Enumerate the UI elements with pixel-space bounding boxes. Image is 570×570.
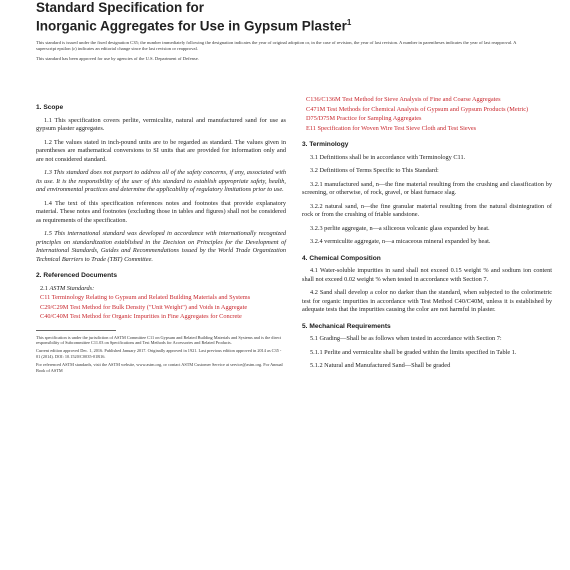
reference-link[interactable]: E11 <box>306 124 316 132</box>
reference-title: Terminology Relating to Gypsum and Related Building Materials and Systems <box>51 294 251 301</box>
section-heading-mechanical-requirements: 5. Mechanical Requirements <box>302 322 391 330</box>
reference-item <box>36 313 286 322</box>
section-heading-referenced-documents: 2. Referenced Documents <box>36 272 117 279</box>
document-title <box>36 0 536 34</box>
mechanical-paragraph: 5.1.2 Natural and Manufactured Sand—Shall be graded <box>310 362 451 369</box>
reference-link[interactable]: D75/D75M <box>306 115 336 122</box>
chemical-paragraph: 4.2 Sand shall develop a color no darker than the standard, when subjected to the colorimetric test for organic impurities in accordance with Test Method C40/C40M, unless it is established by adequate tests that the impurities causing the color are not harmful in plaster. <box>302 289 552 313</box>
reference-title: Test Method for Sieve Analysis of Fine and Coarse Aggregates <box>342 96 501 103</box>
reference-item <box>36 294 286 303</box>
title-footnote-mark: 1 <box>346 18 352 27</box>
reference-item <box>36 304 286 313</box>
reference-link[interactable]: C471M <box>306 105 326 113</box>
scope-paragraph: 1.1 This specification covers perlite, vermiculite, natural and manufactured sand for use as gypsum plaster aggregates. <box>36 116 286 132</box>
footnote: Current edition approved Dec. 1, 2016. Published January 2017. Originally approved in 1921. Last previous edition approved in 2014 as C35 - 01 (2014). DOI: 10.1520/C0035-01R16. <box>36 348 282 359</box>
right-column <box>302 96 552 376</box>
reference-link[interactable]: C29/C29M <box>40 303 69 311</box>
footnote: For referenced ASTM standards, visit the ASTM website, www.astm.org, or contact ASTM Customer Service at service@astm.org. For Annual Book of ASTM <box>36 362 283 373</box>
terminology-paragraph: 3.2.3 perlite aggregate, n—a siliceous volcanic glass expanded by heat. <box>310 224 490 232</box>
terminology-paragraph: 3.2.1 manufactured sand, n—the fine material resulting from the crushing and classification by screening, or otherwise, of rock, gravel, or blast furnace slag. <box>302 180 552 196</box>
reference-link[interactable]: C136/C136M <box>306 96 341 103</box>
scope-paragraph: 1.3 This standard does not purport to address all of the safety concerns, if any, associated with its use. It is the responsibility of the user of this standard to establish appropriate safety, health, and environmental practices and determine the applicability of regulatory limitations prior to use. <box>36 169 286 193</box>
title-line-1: Standard Specification for <box>36 0 205 15</box>
terminology-paragraph: 3.2 Definitions of Terms Specific to This Standard: <box>310 167 439 174</box>
title-text: Inorganic Aggregates for Use in Gypsum Plaster <box>36 18 347 34</box>
title-line-2 <box>36 15 536 34</box>
refdocs-intro-number: 2.1 <box>40 284 48 292</box>
chemical-paragraph: 4.1 Water-soluble impurities in sand shall not exceed 0.15 weight % and sodium ion content shall not exceed 0.02 weight % when tested in accordance with Section 7. <box>302 267 552 283</box>
reference-link[interactable]: C11 <box>40 294 51 301</box>
refdocs-intro <box>36 285 286 294</box>
reference-item <box>302 96 552 105</box>
reference-item <box>302 125 552 134</box>
reference-title: Test Method for Organic Impurities in Fine Aggregates for Concrete <box>69 313 242 320</box>
left-column <box>36 96 286 376</box>
reference-item <box>302 106 552 115</box>
scope-paragraph: 1.2 The values stated in inch-pound units are to be regarded as standard. The values given in parentheses are mathematical conversions to SI units that are provided for information only and are not considered standard. <box>36 138 286 163</box>
terminology-paragraph: 3.2.4 vermiculite aggregate, n—a micaceous mineral expanded by heat. <box>310 238 491 245</box>
preamble <box>36 40 536 67</box>
reference-title: Specification for Woven Wire Test Sieve Cloth and Test Sieves <box>317 124 477 132</box>
footnote-divider <box>36 330 116 331</box>
terminology-paragraph: 3.2.2 natural sand, n—the fine granular material resulting from the natural disintegration of rock or from the crushing of friable sandstone. <box>302 202 552 218</box>
mechanical-paragraph: 5.1 Grading—Shall be as follows when tested in accordance with Section 7: <box>310 335 502 342</box>
mechanical-paragraph: 5.1.1 Perlite and vermiculite shall be graded within the limits specified in Table 1. <box>310 348 517 356</box>
section-heading-chemical-composition: 4. Chemical Composition <box>302 254 381 262</box>
refdocs-intro-text: ASTM Standards: <box>49 284 95 292</box>
section-heading-scope: 1. Scope <box>36 104 64 111</box>
reference-title: Practice for Sampling Aggregates <box>336 115 422 122</box>
preamble-paragraph: This standard has been approved for use by agencies of the U.S. Department of Defense. <box>36 56 199 62</box>
section-heading-terminology: 3. Terminology <box>302 141 349 148</box>
reference-title: Test Method for Bulk Density ("Unit Weight") and Voids in Aggregate <box>69 303 248 311</box>
scope-paragraph: 1.5 This international standard was developed in accordance with internationally recognized principles on standardization established in the Decision on Principles for the Development of International Standards, Guides and Recommendations issued by the World Trade Organization Technical Barriers to Trade (TBT) Committee. <box>36 230 286 263</box>
reference-item <box>302 115 552 124</box>
preamble-paragraph: This standard is issued under the fixed designation C35; the number immediately following the designation indicates the year of original adoption or, in the case of revision, the year of last revision. A number in parentheses indicates the year of last reapproval. A superscript epsilon (ε) indicates an editorial change since the last revision or reapproval. <box>36 40 517 52</box>
scope-paragraph: 1.4 The text of this specification references notes and footnotes that provide explanatory material. These notes and footnotes (excluding those in tables and figures) shall not be considered as requirements of the specification. <box>36 199 286 224</box>
reference-link[interactable]: C40/C40M <box>40 313 69 320</box>
terminology-paragraph: 3.1 Definitions shall be in accordance with Terminology C11. <box>310 153 466 161</box>
reference-title: Test Methods for Chemical Analysis of Gypsum and Gypsum Products (Metric) <box>326 105 529 113</box>
footnote: This specification is under the jurisdiction of ASTM Committee C11 on Gypsum and Related Building Materials and Systems and is the direct responsibility of Subcommittee C11.03 on Specifications and Test Methods for Accessories and Related Products. <box>36 334 282 345</box>
